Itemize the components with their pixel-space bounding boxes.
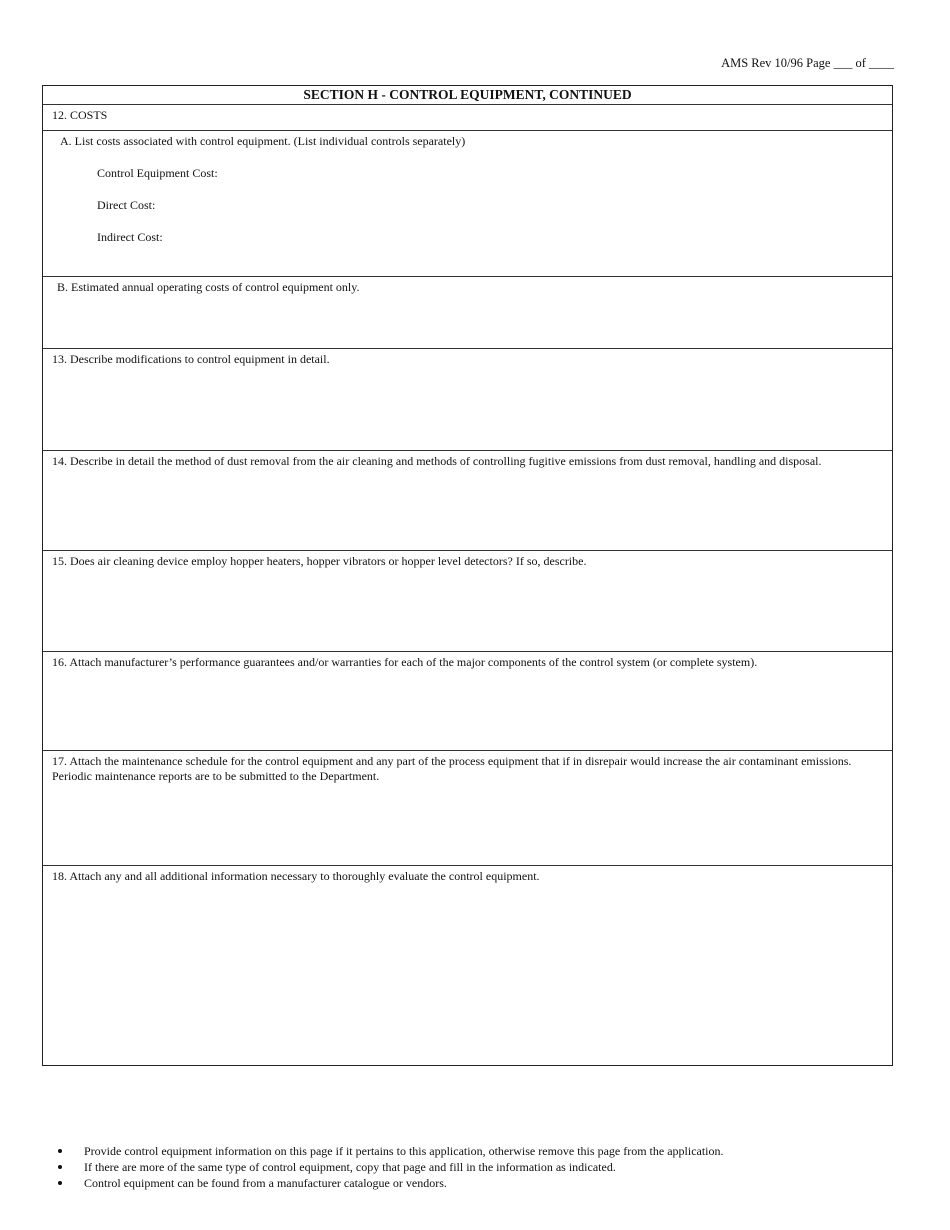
item-17-maintenance-schedule[interactable]: [43, 751, 892, 866]
form-reference: AMS Rev 10/96 Page ___ of ____: [721, 56, 894, 70]
note-text: Control equipment can be found from a manufacturer catalogue or vendors.: [84, 1176, 447, 1190]
bullet-icon: [58, 1181, 62, 1185]
item-18-label: 18. Attach any and all additional information necessary to thoroughly evaluate the control equipment.: [52, 869, 540, 883]
bullet-icon: [58, 1149, 62, 1153]
item-16-guarantees[interactable]: [43, 652, 892, 751]
note-item: [54, 1175, 724, 1191]
note-text: If there are more of the same type of control equipment, copy that page and fill in the information as indicated.: [84, 1160, 616, 1174]
item-17-label-line1: 17. Attach the maintenance schedule for the control equipment and any part of the process equipment that if in disrepair would increase the air contaminant emissions.: [52, 754, 852, 768]
control-equipment-cost-label: Control Equipment Cost:: [97, 166, 218, 180]
item-12-label: 12. COSTS: [52, 108, 108, 122]
item-14-dust-removal[interactable]: [43, 451, 892, 551]
item-13-label: 13. Describe modifications to control equipment in detail.: [52, 352, 330, 366]
instruction-notes: [54, 1143, 724, 1191]
item-12b-annual-operating-costs[interactable]: [43, 277, 892, 349]
item-12-costs-header: [43, 105, 892, 131]
item-17-label-line2: Periodic maintenance reports are to be submitted to the Department.: [52, 769, 380, 783]
note-item: [54, 1159, 724, 1175]
note-text: Provide control equipment information on this page if it pertains to this application, otherwise remove this page from the application.: [84, 1144, 724, 1158]
note-item: [54, 1143, 724, 1159]
item-12a-label: A. List costs associated with control equipment. (List individual controls separately): [60, 134, 466, 148]
indirect-cost-label: Indirect Cost:: [97, 230, 163, 244]
item-18-additional-information[interactable]: [43, 866, 892, 1065]
bullet-icon: [58, 1165, 62, 1169]
item-15-hopper-devices[interactable]: [43, 551, 892, 652]
direct-cost-label: Direct Cost:: [97, 198, 156, 212]
item-15-label: 15. Does air cleaning device employ hopper heaters, hopper vibrators or hopper level detectors? If so, describe.: [52, 554, 587, 568]
item-12a-cost-list[interactable]: [43, 131, 892, 277]
section-title: SECTION H - CONTROL EQUIPMENT, CONTINUED: [43, 86, 892, 105]
item-14-label: 14. Describe in detail the method of dust removal from the air cleaning and methods of controlling fugitive emissions from dust removal, handling and disposal.: [52, 454, 822, 468]
item-12b-label: B. Estimated annual operating costs of control equipment only.: [57, 280, 360, 294]
item-13-modifications[interactable]: [43, 349, 892, 451]
item-16-label: 16. Attach manufacturer’s performance guarantees and/or warranties for each of the major components of the control system (or complete system).: [52, 655, 758, 669]
control-equipment-form: [42, 85, 893, 1066]
